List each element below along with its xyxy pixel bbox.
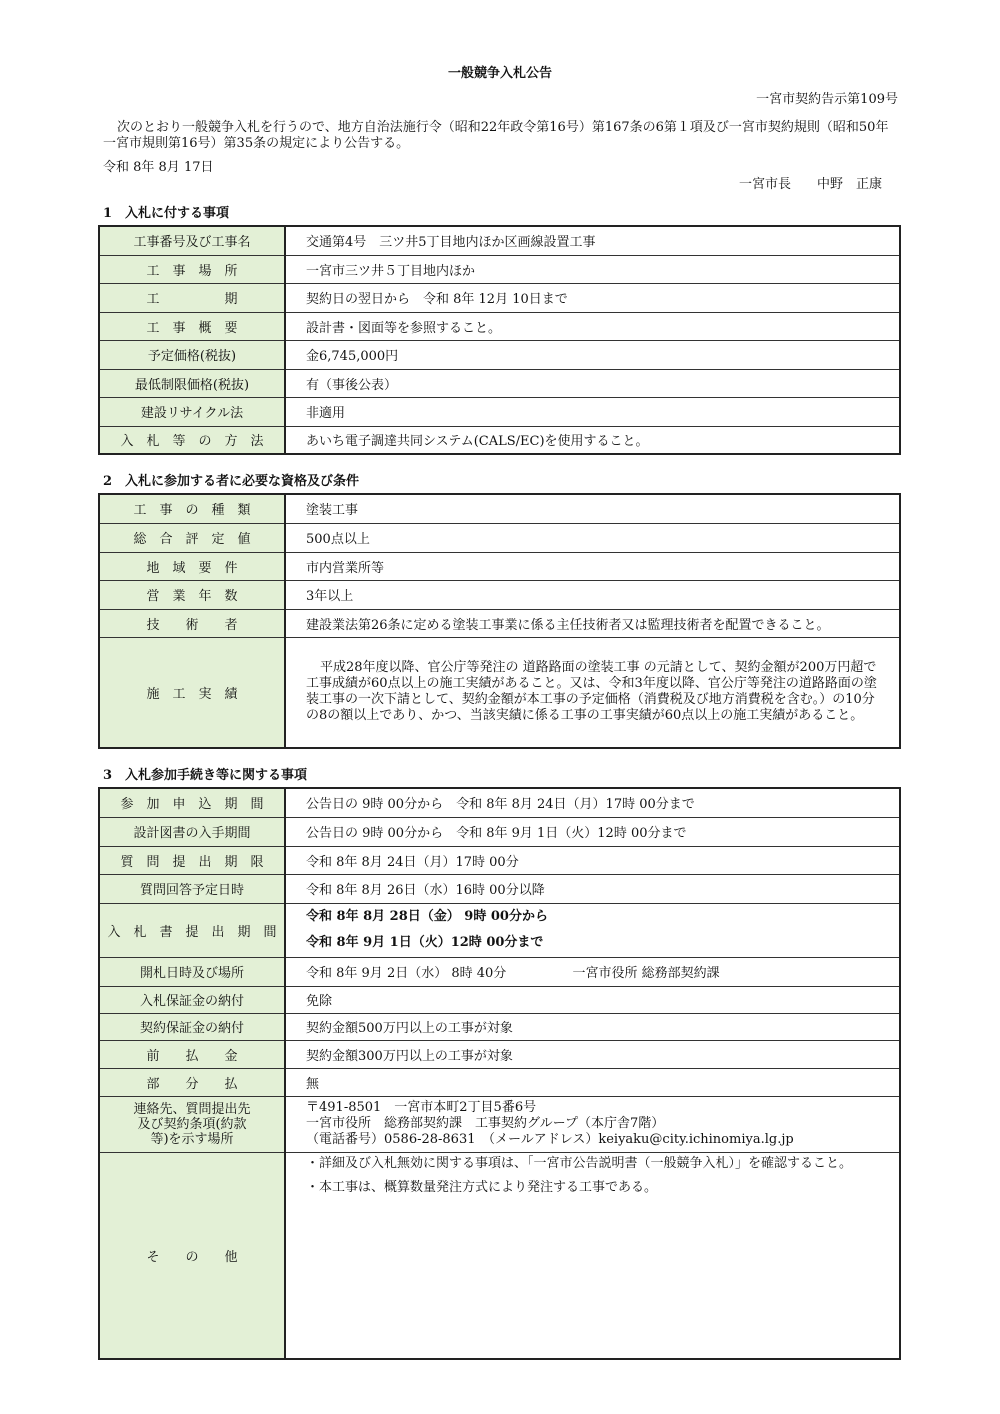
table-row (99, 874, 900, 903)
row-label: 営 業 年 数 (99, 580, 285, 609)
table-row (99, 903, 900, 957)
notice-date: 令和 8年 8月 17日 (103, 160, 214, 175)
contact-line: （電話番号）0586-28-8631 （メールアドレス）keiyaku@city.ichinomiya.lg.jp (306, 1132, 794, 1147)
row-label: 予定価格(税抜) (99, 340, 285, 369)
table-row (99, 580, 900, 609)
row-label: 質問回答予定日時 (99, 874, 285, 903)
opening-place: 一宮市役所 総務部契約課 (572, 966, 720, 981)
row-value: 有（事後公表） (285, 369, 900, 397)
row-label: そ の 他 (99, 1152, 285, 1359)
table-row (99, 226, 900, 255)
row-value: 契約金額500万円以上の工事が対象 (285, 1013, 900, 1040)
row-label: 建設リサイクル法 (99, 397, 285, 426)
table-row (99, 637, 900, 748)
opening-datetime: 令和 8年 9月 2日（水） 8時 40分 (306, 966, 507, 981)
bid-period-end: 令和 8年 9月 1日（火）12時 00分まで (306, 935, 544, 950)
row-value: 公告日の 9時 00分から 令和 8年 9月 1日（火）12時 00分まで (285, 817, 900, 846)
table-row (99, 369, 900, 397)
row-label: 工事番号及び工事名 (99, 226, 285, 255)
row-label: 施 工 実 績 (99, 637, 285, 748)
table-row (99, 426, 900, 454)
section3-table (98, 787, 901, 1360)
contact-value (285, 1096, 900, 1152)
row-label: 質 問 提 出 期 限 (99, 846, 285, 874)
table-row (99, 312, 900, 340)
contact-label-line: 連絡先、質問提出先 (133, 1101, 251, 1117)
row-label: 設計図書の入手期間 (99, 817, 285, 846)
row-value: 令和 8年 8月 24日（月）17時 00分 (285, 846, 900, 874)
contact-label (99, 1096, 285, 1152)
row-value: 令和 8年 8月 26日（水）16時 00分以降 (285, 874, 900, 903)
contact-line: 一宮市役所 総務部契約課 工事契約グループ（本庁舎7階） (306, 1116, 665, 1131)
row-label: 最低制限価格(税抜) (99, 369, 285, 397)
performance-text: 平成28年度以降、官公庁等発注の 道路路面の塗装工事 の元請として、契約金額が200万円超で工事成績が60点以上の施工実績があること。又は、令和3年度以降、官公庁等発注の道路路面の塗装工事の一次下請として、契約金額が本工事の予定価格（消費税及び地方消費税を含む。）の10分の8の額以上であり、かつ、当該実績に係る工事の工事実績が60点以上の施工実績があること。 (285, 637, 900, 748)
row-label: 技 術 者 (99, 609, 285, 637)
row-label: 契約保証金の納付 (99, 1013, 285, 1040)
row-value: 無 (285, 1068, 900, 1096)
table-row (99, 1013, 900, 1040)
section1-heading: 1 入札に付する事項 (103, 206, 230, 221)
bid-period-value (285, 903, 900, 957)
row-value: 免除 (285, 986, 900, 1013)
table-row (99, 1040, 900, 1068)
other-value (285, 1152, 900, 1359)
row-label: 前 払 金 (99, 1040, 285, 1068)
mayor-signature: 一宮市長 中野 正康 (738, 177, 882, 192)
table-row (99, 255, 900, 283)
row-label: 部 分 払 (99, 1068, 285, 1096)
contact-label-line: 等)を示す場所 (150, 1131, 234, 1147)
table-row (99, 283, 900, 312)
row-value: 一宮市三ツ井５丁目地内ほか (285, 255, 900, 283)
other-item: ・詳細及び入札無効に関する事項は、「一宮市公告説明書（一般競争入札）」を確認すること。 (306, 1155, 853, 1171)
section1-table (98, 225, 901, 455)
table-row (99, 1068, 900, 1096)
contact-label-line: 及び契約条項(約款 (137, 1116, 247, 1132)
page-title: 一般競争入札公告 (447, 66, 552, 81)
row-value: 市内営業所等 (285, 552, 900, 580)
other-item: ・本工事は、概算数量発注方式により発注する工事である。 (306, 1179, 658, 1195)
table-row (99, 1096, 900, 1152)
row-label: 工 事 場 所 (99, 255, 285, 283)
row-value: 500点以上 (285, 523, 900, 552)
section2-heading: 2 入札に参加する者に必要な資格及び条件 (103, 474, 360, 489)
row-label: 工 事 概 要 (99, 312, 285, 340)
row-value: 塗装工事 (285, 494, 900, 523)
notice-number: 一宮市契約告示第109号 (756, 92, 898, 107)
row-label: 工 事 の 種 類 (99, 494, 285, 523)
row-value: 非適用 (285, 397, 900, 426)
row-label: 入 札 書 提 出 期 間 (99, 903, 285, 957)
table-row (99, 1152, 900, 1359)
table-row (99, 523, 900, 552)
row-value: 契約金額300万円以上の工事が対象 (285, 1040, 900, 1068)
row-value: 金6,745,000円 (285, 340, 900, 369)
contact-line: 〒491-8501 一宮市本町2丁目5番6号 (306, 1100, 537, 1115)
row-value: 3年以上 (285, 580, 900, 609)
intro-text: 次のとおり一般競争入札を行うので、地方自治法施行令（昭和22年政令第16号）第167条の6第１項及び一宮市契約規則（昭和50年一宮市規則第16号）第35条の規定により公告する。 (103, 120, 889, 151)
row-value: 公告日の 9時 00分から 令和 8年 8月 24日（月）17時 00分まで (285, 788, 900, 817)
row-label: 開札日時及び場所 (99, 957, 285, 986)
table-row (99, 846, 900, 874)
section2-table (98, 493, 901, 749)
row-value: 契約日の翌日から 令和 8年 12月 10日まで (285, 283, 900, 312)
row-label: 工 期 (99, 283, 285, 312)
table-row (99, 340, 900, 369)
row-label: 入札保証金の納付 (99, 986, 285, 1013)
row-label: 参 加 申 込 期 間 (99, 788, 285, 817)
row-value: 建設業法第26条に定める塗装工事業に係る主任技術者又は監理技術者を配置できること。 (285, 609, 900, 637)
row-label: 総 合 評 定 値 (99, 523, 285, 552)
table-row (99, 609, 900, 637)
row-label: 入 札 等 の 方 法 (99, 426, 285, 454)
row-label: 地 域 要 件 (99, 552, 285, 580)
table-row (99, 552, 900, 580)
row-value: あいち電子調達共同システム(CALS/EC)を使用すること。 (285, 426, 900, 454)
table-row (99, 957, 900, 986)
table-row (99, 397, 900, 426)
row-value: 設計書・図面等を参照すること。 (285, 312, 900, 340)
opening-value (285, 957, 900, 986)
bid-period-start: 令和 8年 8月 28日（金） 9時 00分から (306, 909, 548, 924)
table-row (99, 986, 900, 1013)
section3-heading: 3 入札参加手続き等に関する事項 (103, 768, 308, 783)
table-row (99, 817, 900, 846)
row-value: 交通第4号 三ツ井5丁目地内ほか区画線設置工事 (285, 226, 900, 255)
table-row (99, 494, 900, 523)
table-row (99, 788, 900, 817)
